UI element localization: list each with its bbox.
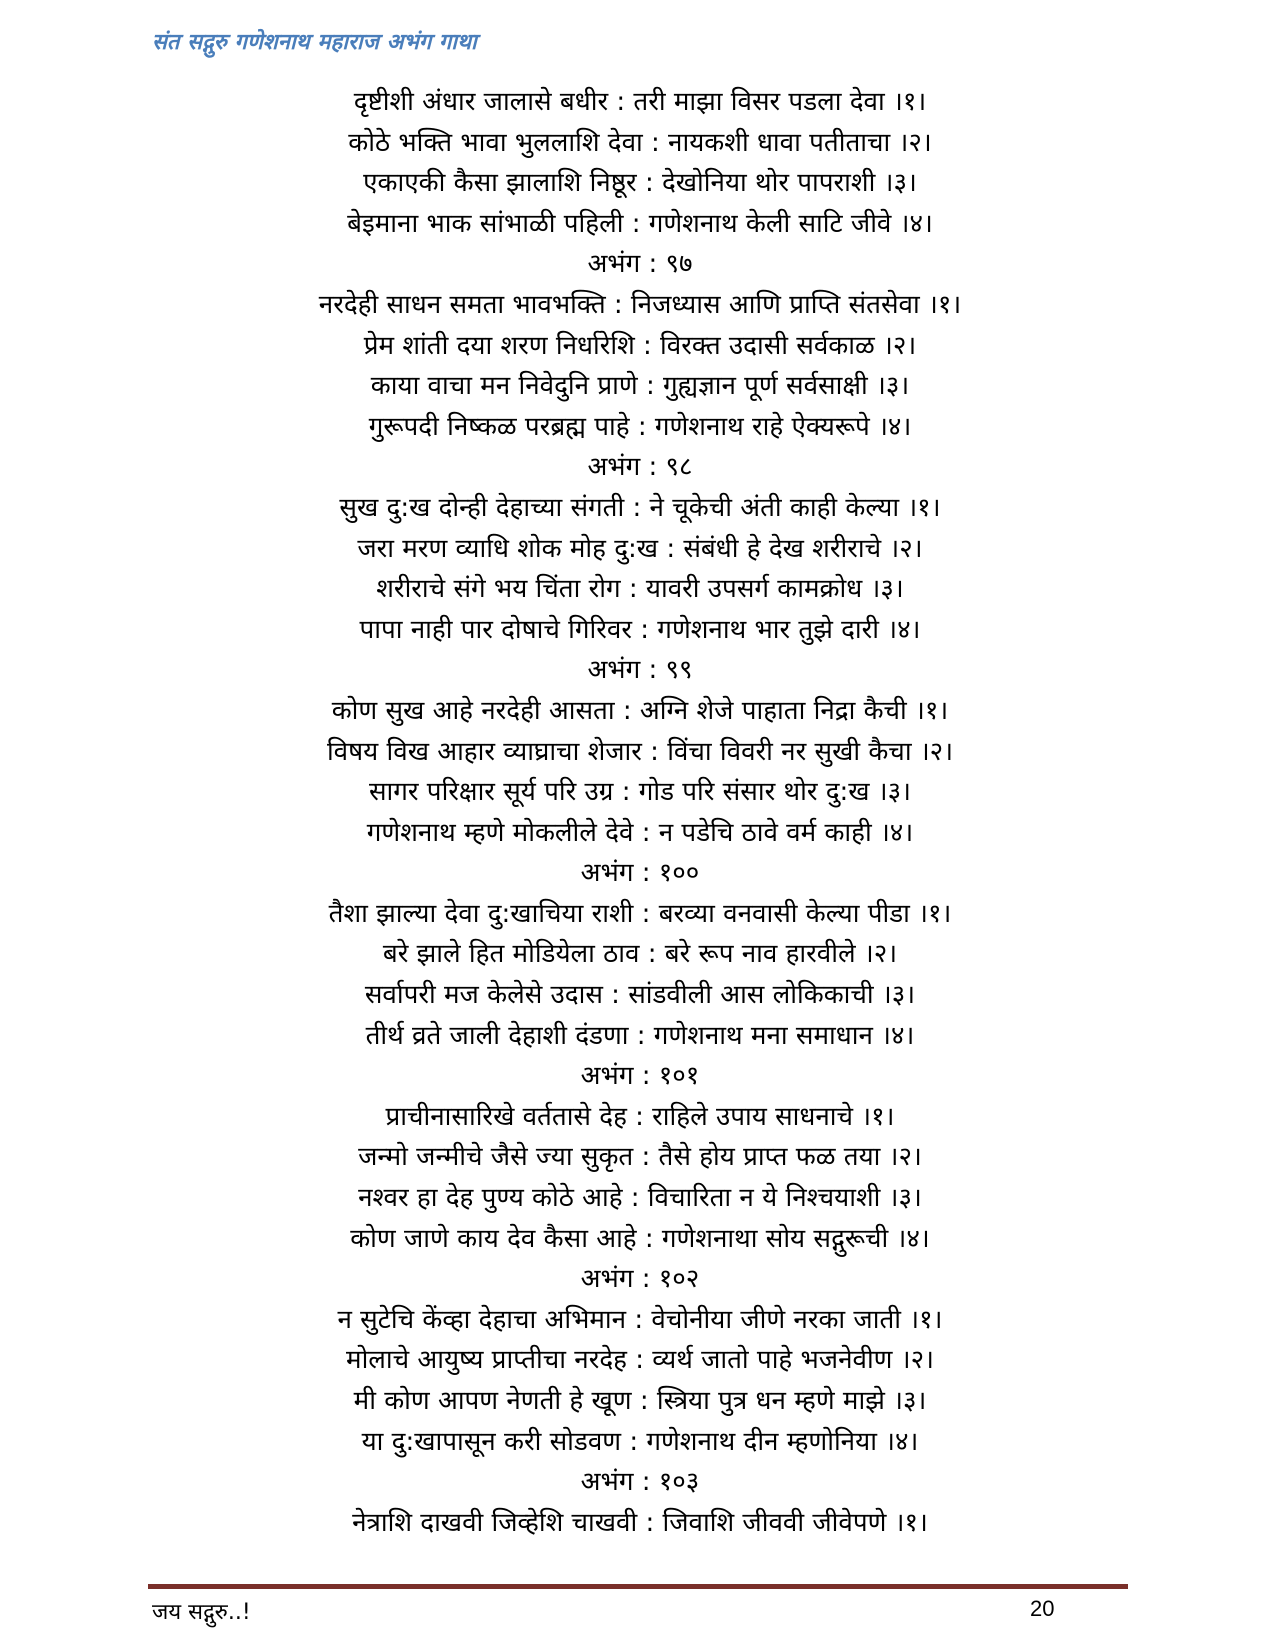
- verse-line: जन्मो जन्मीचे जैसे ज्या सुकृत : तैसे होय प्राप्त फळ तया ।२।: [358, 1142, 922, 1173]
- page-body: [140, 82, 1140, 1543]
- verse-line: गुरूपदी निष्कळ परब्रह्म पाहे : गणेशनाथ राहे ऐक्यरूपे ।४।: [368, 411, 912, 442]
- verse-line: मी कोण आपण नेणती हे खूण : स्त्रिया पुत्र धन म्हणे माझे ।३।: [353, 1386, 927, 1416]
- abhang-98: [140, 447, 1140, 650]
- verse-line: नरदेही साधन समता भावभक्ति : निजध्यास आणि प्राप्ति संतसेवा ।१।: [318, 289, 962, 320]
- verse-line: बरे झाले हित मोडियेला ठाव : बरे रूप नाव हारवीले ।२।: [382, 939, 898, 970]
- abhang-heading: अभंग : ९९: [587, 655, 693, 686]
- abhang-101: [140, 1056, 1140, 1259]
- verse-line: या दु:खापासून करी सोडवण : गणेशनाथ दीन म्हणोनिया ।४।: [361, 1426, 919, 1457]
- running-header: संत सद्गुरु गणेशनाथ महाराज अभंग गाथा: [152, 30, 477, 55]
- abhang-heading: अभंग : ९८: [587, 452, 693, 483]
- verse-line: एकाएकी कैसा झालाशि निष्ठूर : देखोनिया थोर पापराशी ।३।: [363, 168, 917, 199]
- verse-line: कोण जाणे काय देव कैसा आहे : गणेशनाथा सोय सद्गुरूची ।४।: [350, 1223, 930, 1254]
- abhang-97: [140, 244, 1140, 447]
- abhang-103: [140, 1462, 1140, 1543]
- verse-line: सर्वापरी मज केलेसे उदास : सांडवीली आस लोकिकाची ।३।: [364, 980, 916, 1011]
- verse-line: पापा नाही पार दोषाचे गिरिवर : गणेशनाथ भार तुझे दारी ।४।: [359, 614, 921, 645]
- verse-line: तीर्थ व्रते जाली देहाशी दंडणा : गणेशनाथ मना समाधान ।४।: [365, 1020, 915, 1051]
- verse-line: तैशा झाल्या देवा दु:खाचिया राशी : बरव्या वनवासी केल्या पीडा ।१।: [328, 898, 952, 929]
- abhang-heading: अभंग : १००: [580, 858, 700, 889]
- abhang-heading: अभंग : ९७: [587, 249, 693, 280]
- verse-line: कोण सुख आहे नरदेही आसता : अग्नि शेजे पाहाता निद्रा कैची ।१।: [331, 695, 949, 726]
- verse-line: दृष्टीशी अंधार जालासे बधीर : तरी माझा विसर पडला देवा ।१।: [353, 87, 927, 117]
- verse-line: सागर परिक्षार सूर्य परि उग्र : गोड परि संसार थोर दु:ख ।३।: [368, 777, 912, 808]
- abhang-100: [140, 853, 1140, 1056]
- abhang-heading: अभंग : १०१: [580, 1061, 700, 1092]
- verse-line: बेइमाना भाक सांभाळी पहिली : गणेशनाथ केली साटि जीवे ।४।: [347, 208, 933, 239]
- footer-divider: [148, 1584, 1128, 1589]
- verse-line: जरा मरण व्याधि शोक मोह दु:ख : संबंधी हे देख शरीराचे ।२।: [357, 533, 923, 564]
- verse-line: काया वाचा मन निवेदुनि प्राणे : गुह्यज्ञान पूर्ण सर्वसाक्षी ।३।: [370, 371, 910, 402]
- verse-line: कोठे भक्ति भावा भुललाशि देवा : नायकशी धावा पतीताचा ।२।: [348, 127, 932, 158]
- verse-line: मोलाचे आयुष्य प्राप्तीचा नरदेह : व्यर्थ जातो पाहे भजनेवीण ।२।: [346, 1345, 934, 1376]
- verse-line: सुख दु:ख दोन्ही देहाच्या संगती : ने चूकेची अंती काही केल्या ।१।: [339, 492, 941, 523]
- page-number: 20: [1030, 1596, 1055, 1621]
- verse-line: न सुटेचि केंव्हा देहाचा अभिमान : वेचोनीया जीणे नरका जाती ।१।: [337, 1304, 943, 1335]
- verse-line: प्राचीनासारिखे वर्ततासे देह : राहिले उपाय साधनाचे ।१।: [385, 1101, 895, 1132]
- verse-line: नश्वर हा देह पुण्य कोठे आहे : विचारिता न ये निश्चयाशी ।३।: [358, 1183, 922, 1214]
- verse-line: प्रेम शांती दया शरण निर्धारेशि : विरक्त उदासी सर्वकाळ ।२।: [363, 330, 917, 361]
- abhang-heading: अभंग : १०३: [580, 1467, 700, 1498]
- verse-line: गणेशनाथ म्हणे मोकलीले देवे : न पडेचि ठावे वर्म काही ।४।: [366, 817, 914, 848]
- footer-text: जय सद्गुरु..!: [152, 1600, 251, 1625]
- verse-block: [140, 82, 1140, 244]
- verse-line: नेत्राशि दाखवी जिव्हेशि चाखवी : जिवाशि जीववी जीवेपणे ।१।: [352, 1507, 928, 1538]
- abhang-102: [140, 1259, 1140, 1462]
- verse-line: शरीराचे संगे भय चिंता रोग : यावरी उपसर्ग कामक्रोध ।३।: [376, 574, 904, 605]
- verse-line: विषय विख आहार व्याघ्राचा शेजार : विंचा विवरी नर सुखी कैचा ।२।: [326, 736, 954, 767]
- abhang-99: [140, 650, 1140, 853]
- abhang-heading: अभंग : १०२: [580, 1264, 700, 1295]
